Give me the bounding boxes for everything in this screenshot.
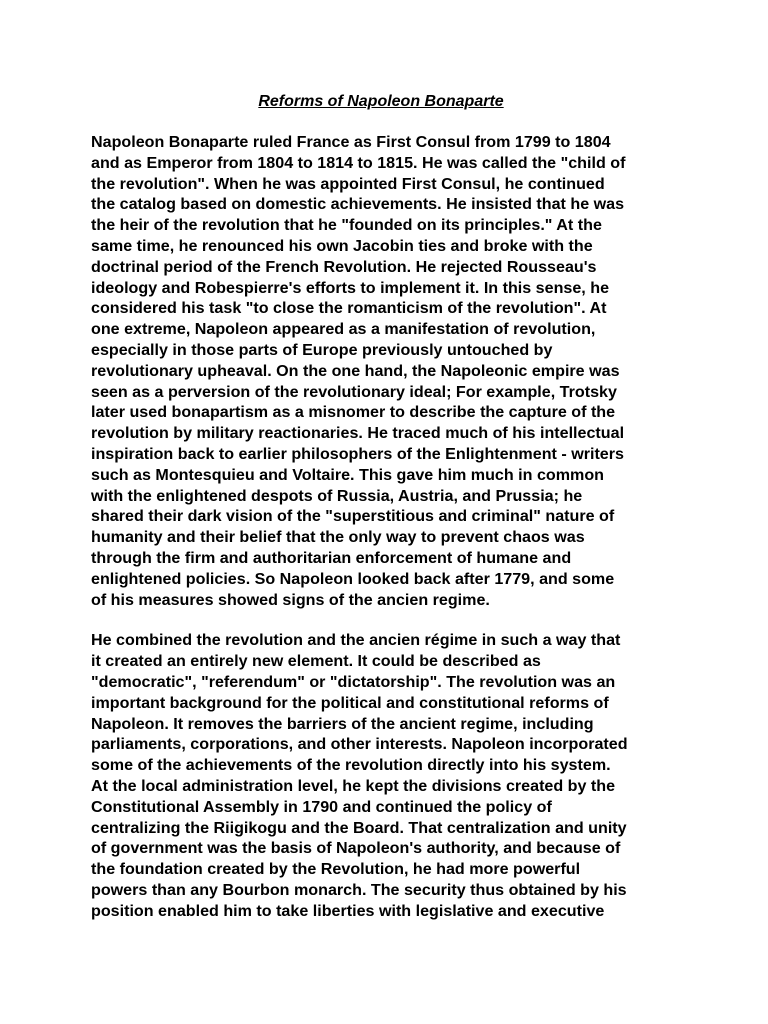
text-line: At the local administration level, he kept the divisions created by the bbox=[91, 776, 616, 795]
text-line: revolution by military reactionaries. He traced much of his intellectual bbox=[91, 424, 625, 443]
text-line: Napoleon Bonaparte ruled France as First Consul from 1799 to 1804 bbox=[91, 133, 611, 151]
text-line: centralizing the Riigikogu and the Board. That centralization and unity bbox=[91, 818, 627, 837]
text-line: the revolution". When he was appointed First Consul, he continued bbox=[91, 174, 605, 193]
text-line: shared their dark vision of the "superstitious and criminal" nature of bbox=[91, 507, 615, 526]
text-line: humanity and their belief that the only way to prevent chaos was bbox=[91, 528, 585, 547]
text-line: the heir of the revolution that he "founded on its principles." At the bbox=[91, 216, 602, 235]
text-line: later used bonapartism as a misnomer to describe the capture of the bbox=[91, 403, 616, 422]
text-line: parliaments, corporations, and other interests. Napoleon incorporated bbox=[91, 735, 628, 754]
text-line: such as Montesquieu and Voltaire. This gave him much in common bbox=[91, 465, 605, 484]
text-line: of his measures showed signs of the ancien regime. bbox=[91, 590, 490, 609]
text-line: especially in those parts of Europe previously untouched by bbox=[91, 340, 553, 359]
text-line: of government was the basis of Napoleon's authority, and because of bbox=[91, 839, 621, 858]
text-line: revolutionary upheaval. On the one hand, the Napoleonic empire was bbox=[91, 361, 620, 380]
text-line: inspiration back to earlier philosophers of the Enlightenment - writers bbox=[91, 444, 624, 463]
document-body bbox=[91, 132, 681, 921]
text-line: powers than any Bourbon monarch. The security thus obtained by his bbox=[91, 880, 627, 899]
text-line: considered his task "to close the romanticism of the revolution". At bbox=[91, 299, 607, 318]
paragraph bbox=[91, 132, 681, 610]
text-line: through the firm and authoritarian enforcement of humane and bbox=[91, 548, 572, 567]
document-title: Reforms of Napoleon Bonaparte bbox=[258, 93, 504, 110]
text-line: same time, he renounced his own Jacobin ties and broke with the bbox=[91, 236, 593, 255]
text-line: seen as a perversion of the revolutionary ideal; For example, Trotsky bbox=[91, 382, 617, 401]
text-line: position enabled him to take liberties with legislative and executive bbox=[91, 901, 605, 920]
text-line: it created an entirely new element. It could be described as bbox=[91, 652, 541, 671]
paragraph bbox=[91, 630, 681, 921]
document-page bbox=[91, 92, 681, 941]
text-line: some of the achievements of the revolution directly into his system. bbox=[91, 756, 611, 775]
text-line: Napoleon. It removes the barriers of the ancient regime, including bbox=[91, 714, 594, 733]
text-line: He combined the revolution and the ancien régime in such a way that bbox=[91, 631, 621, 650]
text-line: important background for the political and constitutional reforms of bbox=[91, 693, 609, 712]
text-line: doctrinal period of the French Revolution. He rejected Rousseau's bbox=[91, 257, 597, 276]
text-line: the foundation created by the Revolution, he had more powerful bbox=[91, 860, 581, 879]
text-line: the catalog based on domestic achievements. He insisted that he was bbox=[91, 195, 625, 214]
text-line: Constitutional Assembly in 1790 and continued the policy of bbox=[91, 797, 552, 816]
text-line: "democratic", "referendum" or "dictatorship". The revolution was an bbox=[91, 672, 616, 691]
text-line: enlightened policies. So Napoleon looked back after 1779, and some bbox=[91, 569, 615, 588]
text-line: and as Emperor from 1804 to 1814 to 1815. He was called the "child of bbox=[91, 153, 626, 172]
text-line: one extreme, Napoleon appeared as a manifestation of revolution, bbox=[91, 320, 596, 339]
text-line: with the enlightened despots of Russia, Austria, and Prussia; he bbox=[91, 486, 583, 505]
text-line: ideology and Robespierre's efforts to implement it. In this sense, he bbox=[91, 278, 610, 297]
